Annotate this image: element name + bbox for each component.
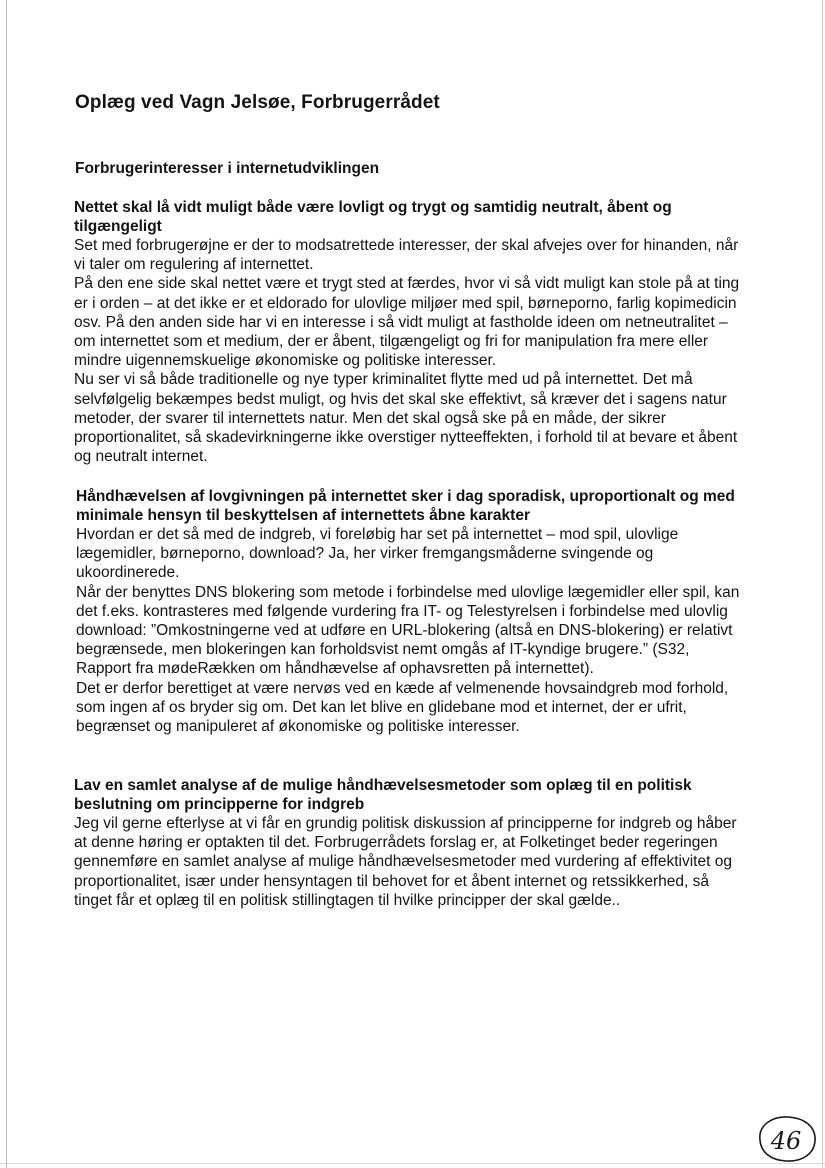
handwritten-page-number-stamp xyxy=(752,1110,822,1168)
section-neutral-open-internet xyxy=(74,198,744,466)
section-body xyxy=(76,525,746,736)
paragraph: Hvordan er det så med de indgreb, vi foreløbig har set på internettet – mod spil, ulovlige lægemidler, børneporno, download? Ja, her virker fremgangsmåderne svingende og ukoordinerede. xyxy=(76,526,679,582)
section-body xyxy=(74,814,744,910)
paragraph: Det er derfor berettiget at være nervøs ved en kæde af velmenende hovsaindgreb mod forhold, som ingen af os bryder sig om. Det kan let blive en glidebane mod et internet, der er ufrit, begrænset og manipuleret af økonomiske og politiske interesser. xyxy=(76,679,729,736)
section-heading: Håndhævelsen af lovgivningen på internettet sker i dag sporadisk, uproportionalt og med minimale hensyn til beskyttelsen af internettets åbne karakter xyxy=(76,488,735,524)
document-title: Oplæg ved Vagn Jelsøe, Forbrugerrådet xyxy=(75,92,440,113)
paragraph: Når der benyttes DNS blokering som metode i forbindelse med ulovlige lægemidler eller spil, kan det f.eks. kontrasteres med følgende vurdering fra IT- og Telestyrelsen i forbindelse med ulovlig download: ”Omkostningerne ved at udføre en URL-blokering (altså en DNS-blokering) er relativt begrænsede, men blokeringen kan forholdsvist nemt omgås af IT-kyndige brugere.” (S32, Rapport fra mødeRækken om håndhævelse af ophavsretten på internettet). xyxy=(76,583,740,678)
paragraph: På den ene side skal nettet være et trygt sted at færdes, hvor vi så vidt muligt kan stole på at ting er i orden – at det ikke er et eldorado for ulovlige miljøer med spil, børneporno, farlig kopimedicin osv. På den anden side har vi en interesse i så vidt muligt at fastholde ideen om netneutralitet – om internettet som et medium, der er åbent, tilgængeligt og fri for manipulation fra mere eller mindre uigennemskuelige økonomiske og politiske interesser. xyxy=(74,275,740,370)
section-heading: Nettet skal lå vidt muligt både være lovligt og trygt og samtidig neutralt, åbent og tilgængeligt xyxy=(74,199,672,235)
paragraph: Jeg vil gerne efterlyse at vi får en grundig politisk diskussion af principperne for indgreb og håber at denne høring er optakten til det. Forbrugerrådets forslag er, at Folketinget beder regeringen gennemføre en samlet analyse af mulige håndhævelsesmetoder med vurdering af effektivitet og proportionalitet, især under hensyntagen til behovet for et åbent internet og retssikkerhed, så tinget får et oplæg til en politisk stillingtagen til hvilke principper der skal gælde.. xyxy=(74,815,737,909)
page-stamp-number: 46 xyxy=(770,1127,802,1155)
scan-edge-left xyxy=(6,0,7,1168)
section-joint-analysis xyxy=(74,776,744,910)
paragraph: Set med forbrugerøjne er der to modsatrettede interesser, der skal afvejes over for hinanden, når vi taler om regulering af internettet. xyxy=(74,237,739,274)
section-enforcement-today xyxy=(76,487,746,736)
section-heading: Lav en samlet analyse af de mulige håndhævelsesmetoder som oplæg til en politisk beslutning om principperne for indgreb xyxy=(74,777,692,813)
section-body xyxy=(74,236,744,466)
scan-edge-right xyxy=(822,0,823,1168)
document-subtitle: Forbrugerinteresser i internetudviklingen xyxy=(75,160,380,177)
scan-edge-bottom xyxy=(0,1163,825,1164)
paragraph: Nu ser vi så både traditionelle og nye typer kriminalitet flytte med ud på internettet. Det må selvfølgelig bekæmpes bedst muligt, og hvis det skal ske effektivt, så kræver det i sagens natur metoder, der svarer til internettets natur. Men det skal også ske på en måde, der sikrer proportionalitet, så skadevirkningerne ikke overstiger nytteeffekten, i forhold til at bevare et åbent og neutralt internet. xyxy=(74,371,738,466)
